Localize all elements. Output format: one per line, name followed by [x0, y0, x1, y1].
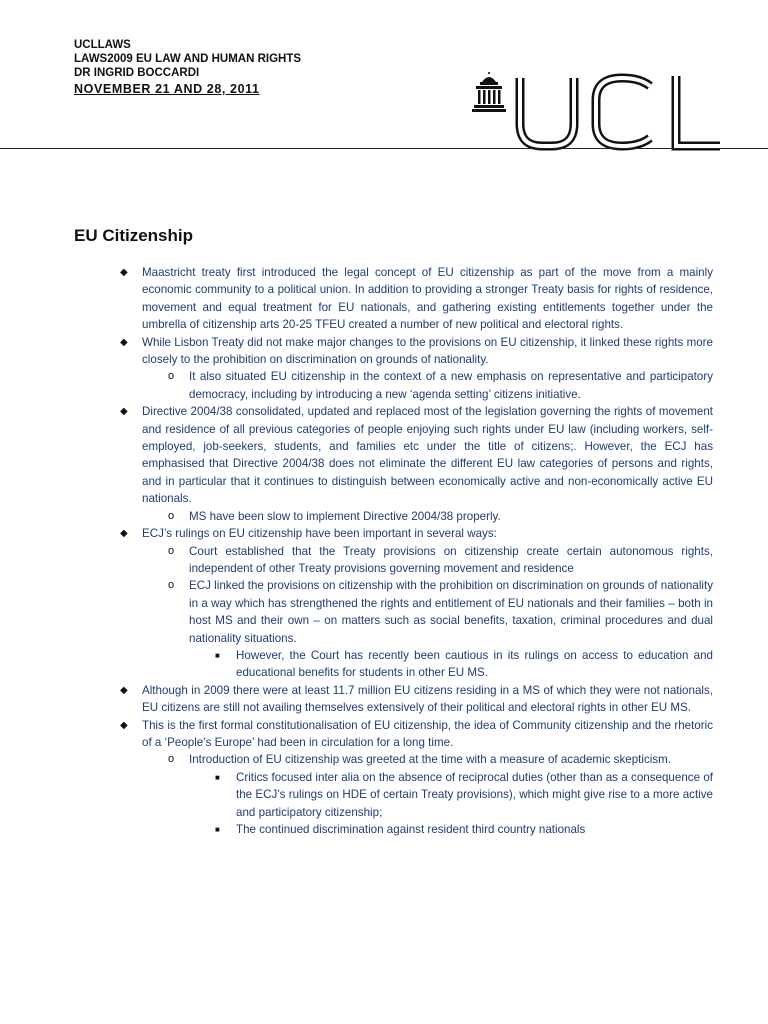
circle-bullet-icon: o: [168, 544, 175, 557]
institution-line: UCLLAWS: [74, 39, 131, 51]
square-bullet-icon: ■: [215, 825, 220, 834]
list-item-level-2: [168, 368, 713, 403]
list-item-level-1: [120, 717, 713, 752]
list-item-level-1: [120, 403, 713, 507]
diamond-bullet-icon: ◆: [120, 406, 128, 418]
diamond-bullet-icon: ◆: [120, 267, 128, 278]
course-line: LAWS2009 EU LAW AND HUMAN RIGHTS: [74, 53, 302, 65]
diamond-bullet-icon: ◆: [120, 528, 128, 540]
list-item-text: Court established that the Treaty provisions on citizenship create certain autonomous rights, independent of other Treaty provisions governing movement and residence: [189, 544, 713, 575]
diamond-bullet-icon: ◆: [120, 684, 128, 696]
section-title: EU Citizenship: [74, 226, 194, 245]
circle-bullet-icon: o: [168, 509, 175, 522]
square-bullet-icon: ■: [215, 650, 220, 660]
list-item-text: Directive 2004/38 consolidated, updated and replaced most of the legislation governing the rights of movement and residence of all previous categories of people enjoying such rights under EU law (including workers, self-employed, job-seekers, students, and families etc under the title of citizens;. However, the ECJ has emphasised that Directive 2004/38 does not eliminate the different EU law categories of persons and rights, and in particular that it continues to distinguish between economically active and non-economically active EU nationals.: [142, 405, 713, 506]
list-item-text: This is the first formal constitutionalisation of EU citizenship, the idea of Community citizenship and the rhetoric of a ‘People’s Europe’ had been in circulation for a long time.: [142, 718, 713, 749]
diamond-bullet-icon: ◆: [120, 336, 128, 348]
bullet-list: [0, 264, 768, 838]
list-item-level-2: [168, 508, 713, 525]
diamond-bullet-icon: ◆: [120, 719, 128, 731]
ucl-letter-c: [596, 78, 650, 146]
list-item-level-1: [120, 682, 713, 717]
list-item-text: Although in 2009 there were at least 11.7 million EU citizens residing in a MS of which they were not nationals, EU citizens are still not availing themselves extensively of their political and electoral rights in other EU MS.: [142, 683, 713, 715]
list-item-level-3: [215, 769, 713, 821]
list-item-text: Critics focused inter alia on the absence of reciprocal duties (other than as a consequence of the ECJ’s rulings on HDE of certain Treaty provisions), which might give rise to a more active and participatory citizenship;: [236, 770, 713, 819]
portico-dome-icon: [472, 72, 506, 112]
list-item-text: Introduction of EU citizenship was greeted at the time with a measure of academic skepticism.: [189, 753, 672, 767]
list-item-text: ECJ linked the provisions on citizenship with the prohibition on discrimination on grounds of nationality in a way which has strengthened the rights and entitlement of EU nationals and their families – both in host MS and their own – on matters such as social benefits, taxation, criminal procedures and dual nationality situations.: [189, 579, 713, 645]
list-item-level-3: [215, 821, 713, 838]
list-item-level-3: [215, 647, 713, 682]
list-item-text: It also situated EU citizenship in the context of a new emphasis on representative and participatory democracy, including by introducing a new ‘agenda setting’ citizens initiative.: [189, 370, 713, 401]
ucl-letter-l: [676, 76, 720, 146]
document-header: [74, 38, 301, 96]
ucl-logo: [470, 72, 768, 168]
list-item-level-2: [168, 543, 713, 578]
lecturer-line: DR INGRID BOCCARDI: [74, 67, 200, 79]
circle-bullet-icon: o: [168, 753, 175, 766]
list-item-text: Maastricht treaty first introduced the legal concept of EU citizenship as part of the move from a mainly economic community to a political union. In addition to providing a stronger Treaty basis for rights of residence, movement and equal treatment for EU nationals, and gathering existing entitlements together under the umbrella of citizenship arts 20-25 TFEU created a number of new political and electoral rights.: [142, 266, 713, 332]
list-item-text: The continued discrimination against resident third country nationals: [236, 823, 586, 836]
list-item-text: ECJ’s rulings on EU citizenship have been important in several ways:: [142, 527, 497, 541]
date-line: NOVEMBER 21 AND 28, 2011: [74, 82, 260, 96]
header-divider: [0, 148, 768, 149]
list-item-level-2: [168, 751, 713, 768]
list-item-text: While Lisbon Treaty did not make major changes to the provisions on EU citizenship, it linked these rights more closely to the prohibition on discrimination on grounds of nationality.: [142, 335, 713, 367]
list-item-text: However, the Court has recently been cautious in its rulings on access to education and educational benefits for students in other EU MS.: [236, 648, 713, 680]
list-item-level-1: [120, 264, 713, 334]
circle-bullet-icon: o: [168, 370, 175, 383]
list-item-level-1: [120, 525, 713, 542]
square-bullet-icon: ■: [215, 772, 220, 782]
ucl-letter-u: [520, 78, 574, 146]
circle-bullet-icon: o: [168, 579, 175, 592]
list-item-text: MS have been slow to implement Directive 2004/38 properly.: [189, 509, 501, 523]
list-item-level-2: [168, 577, 713, 647]
list-item-level-1: [120, 334, 713, 369]
